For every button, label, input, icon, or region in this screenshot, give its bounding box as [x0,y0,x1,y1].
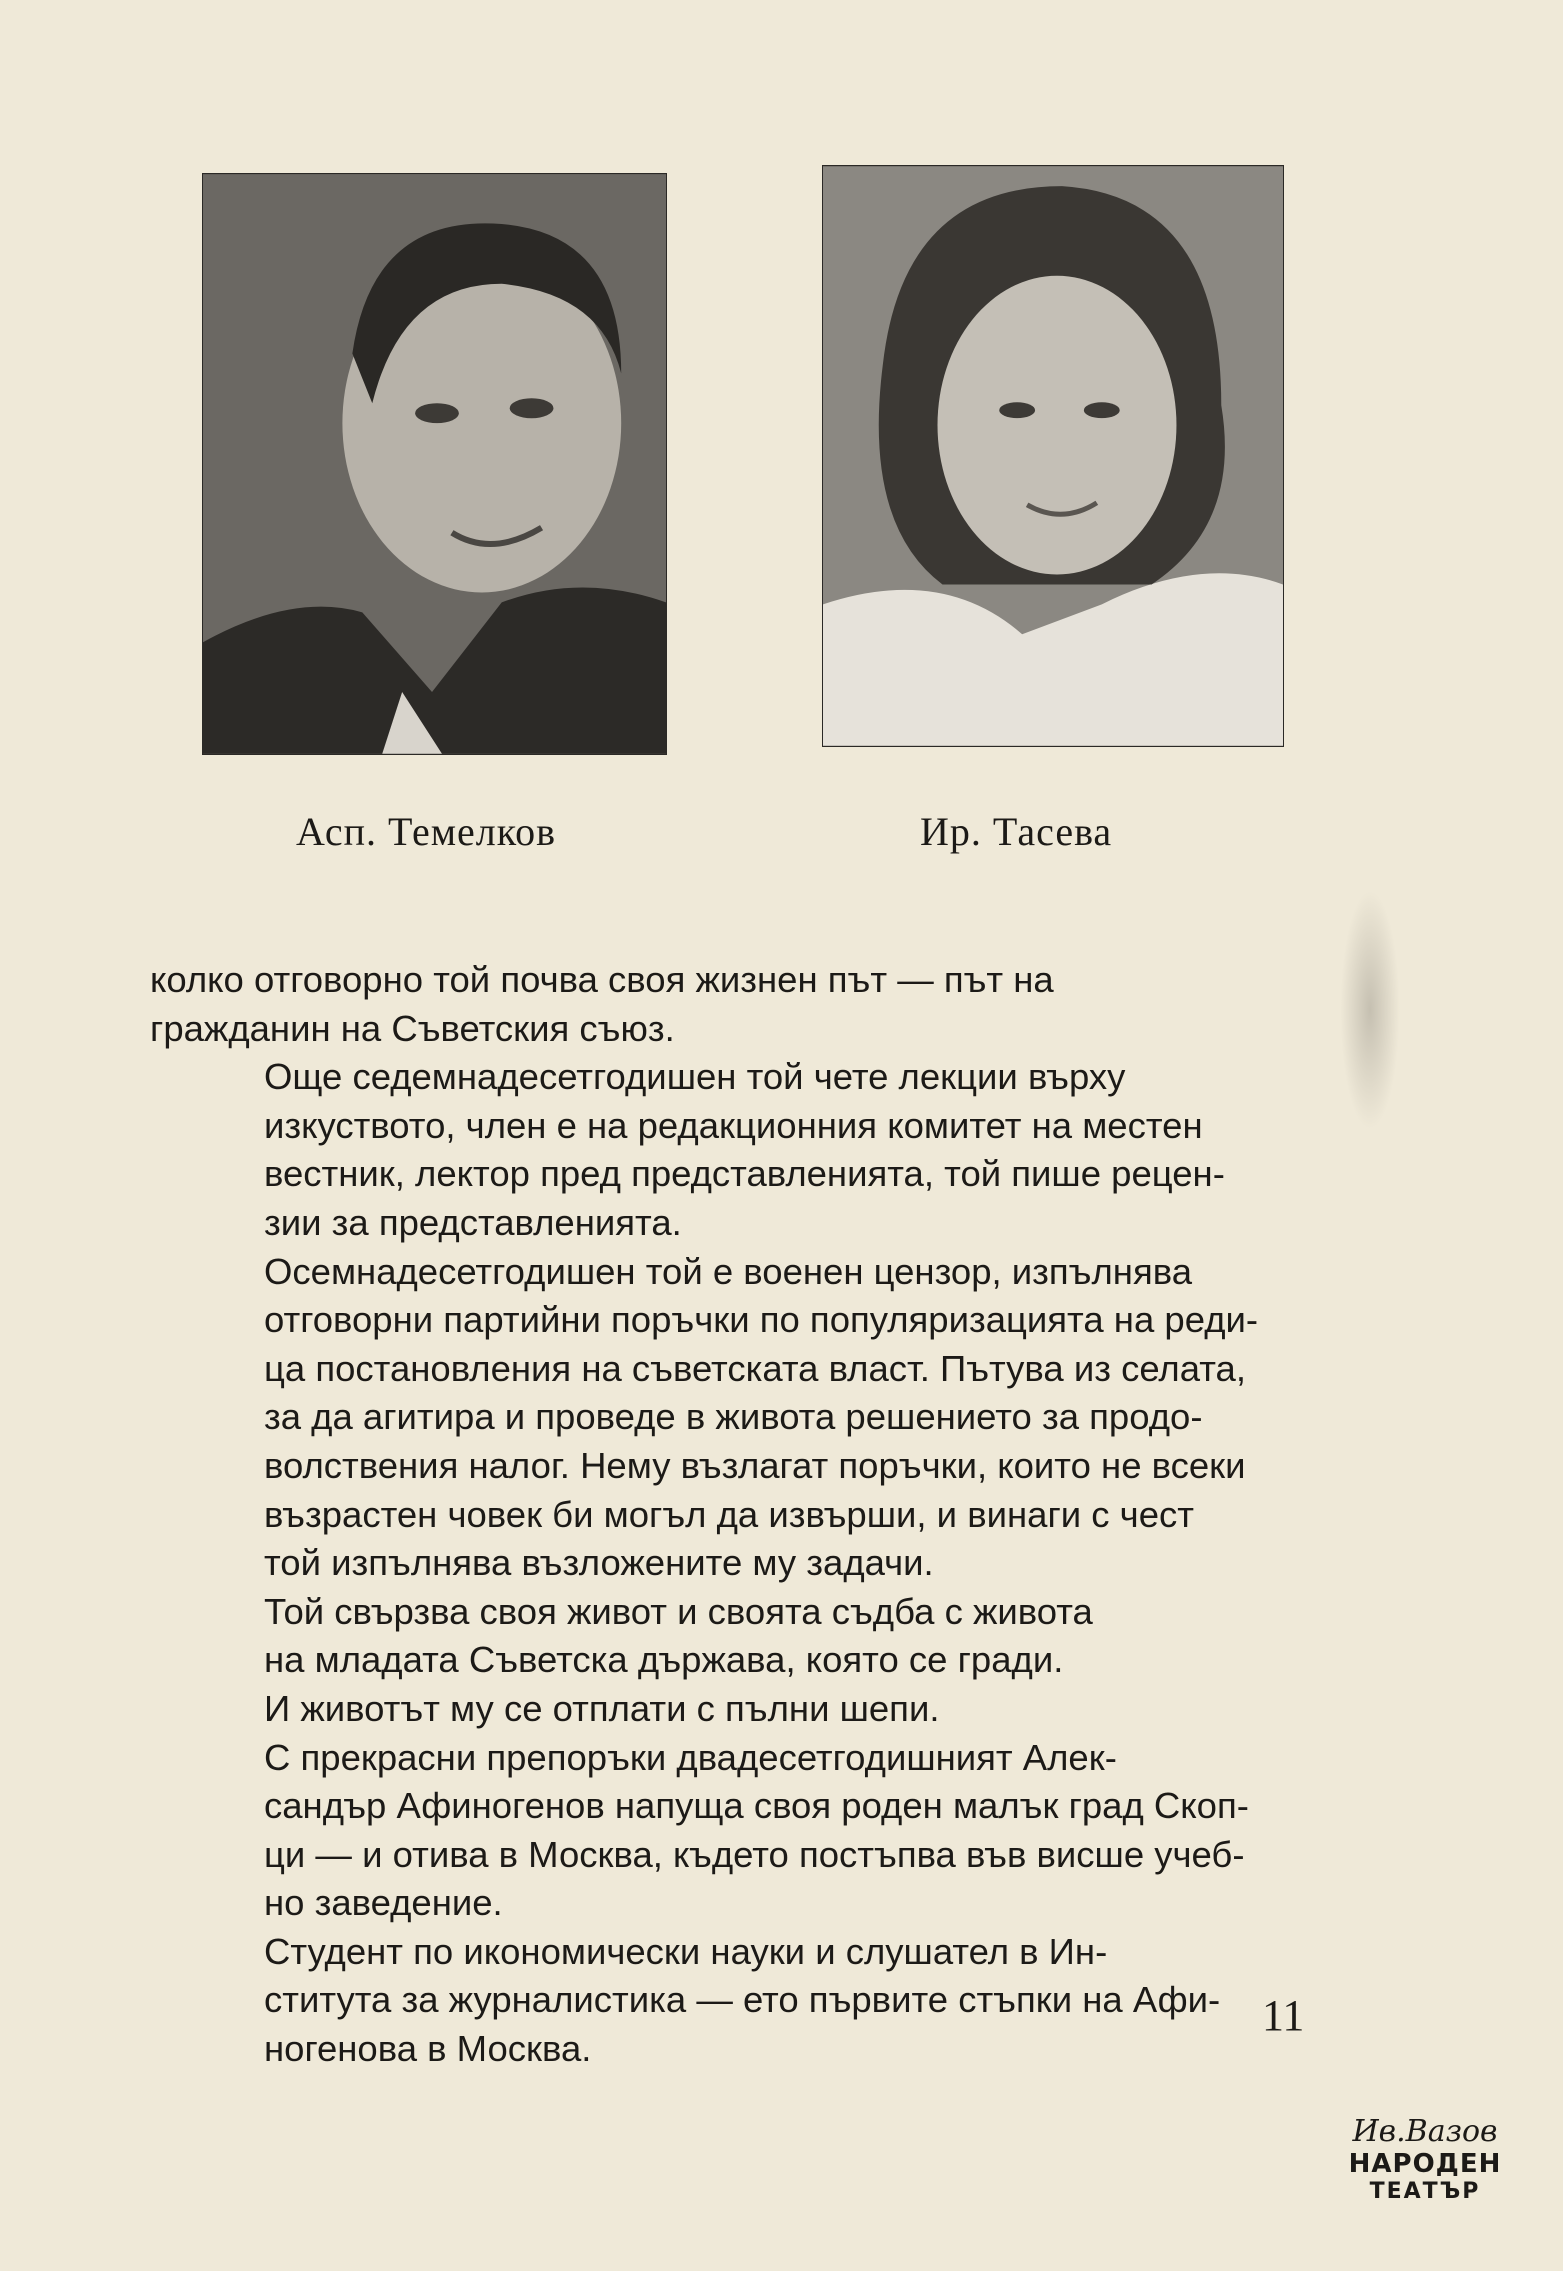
text-line: на младата Съветска държава, която се гради. [264,1639,1064,1681]
portrait-photo-temelkov [202,173,667,755]
paragraph [150,1248,1336,1588]
text-line: зии за представленията. [264,1201,682,1243]
portrait-woman-image [823,166,1283,746]
paragraph [150,1053,1336,1247]
portrait-photo-taseva [822,165,1284,747]
text-line: ститута за журналистика — ето първите стъпки на Афи- [264,1979,1221,2021]
photo-caption-temelkov: Асп. Темелков [296,809,557,854]
logo-line-1: НАРОДЕН [1348,2149,1502,2179]
photo-caption-taseva: Ир. Тасева [920,809,1113,854]
text-line: Осемнадесетгодишен той е военен цензор, изпълнява [264,1250,1192,1292]
text-line: Той свързва своя живот и своята съдба с живота [264,1590,1093,1632]
text-line: волствения налог. Нему възлагат поръчки, които не всеки [264,1444,1246,1486]
paragraph [150,1685,1336,1734]
text-line: гражданин на Съветския съюз. [150,1007,675,1049]
ink-stain [1340,890,1400,1130]
text-line: И животът му се отплати с пълни шепи. [264,1687,940,1729]
text-line: Студент по икономически науки и слушател в Ин- [264,1930,1108,1972]
paragraph [150,1928,1336,2074]
text-line: сандър Афиногенов напуща своя роден малък град Скоп- [264,1785,1249,1827]
text-line: той изпълнява възложените му задачи. [264,1542,934,1584]
portrait-man-image [203,174,666,754]
text-line: колко отговорно той почва своя жизнен път — път на [150,959,1054,1000]
paragraph [150,1588,1336,1685]
paragraph [150,956,1336,1053]
text-line: вестник, лектор пред представленията, той пише рецен- [264,1153,1225,1195]
logo-line-2: ТЕАТЪР [1369,2179,1481,2204]
text-line: изкуството, член е на редакционния комитет на местен [264,1104,1203,1146]
text-line: отговорни партийни поръчки по популяризацията на реди- [264,1299,1259,1341]
paragraph [150,1734,1336,1928]
text-line: възрастен човек би могъл да извърши, и винаги с чест [264,1493,1194,1535]
text-line: С прекрасни препоръки двадесетгодишният Алек- [264,1736,1117,1778]
page-number: 11 [1262,1991,1305,2040]
text-line: за да агитира и проведе в живота решението за продо- [264,1396,1203,1438]
text-line: ногенова в Москва. [264,2028,592,2070]
national-theatre-logo [1340,2115,1510,2225]
body-text [150,956,1336,2074]
text-line: ци — и отива в Москва, където постъпва във висше учеб- [264,1833,1245,1875]
logo-signature: Ив.Вазов [1352,2114,1498,2149]
text-line: Още седемнадесетгодишен той чете лекции върху [264,1056,1126,1098]
text-line: но заведение. [264,1882,503,1924]
text-line: ца постановления на съветската власт. Пътува из селата, [264,1347,1246,1389]
